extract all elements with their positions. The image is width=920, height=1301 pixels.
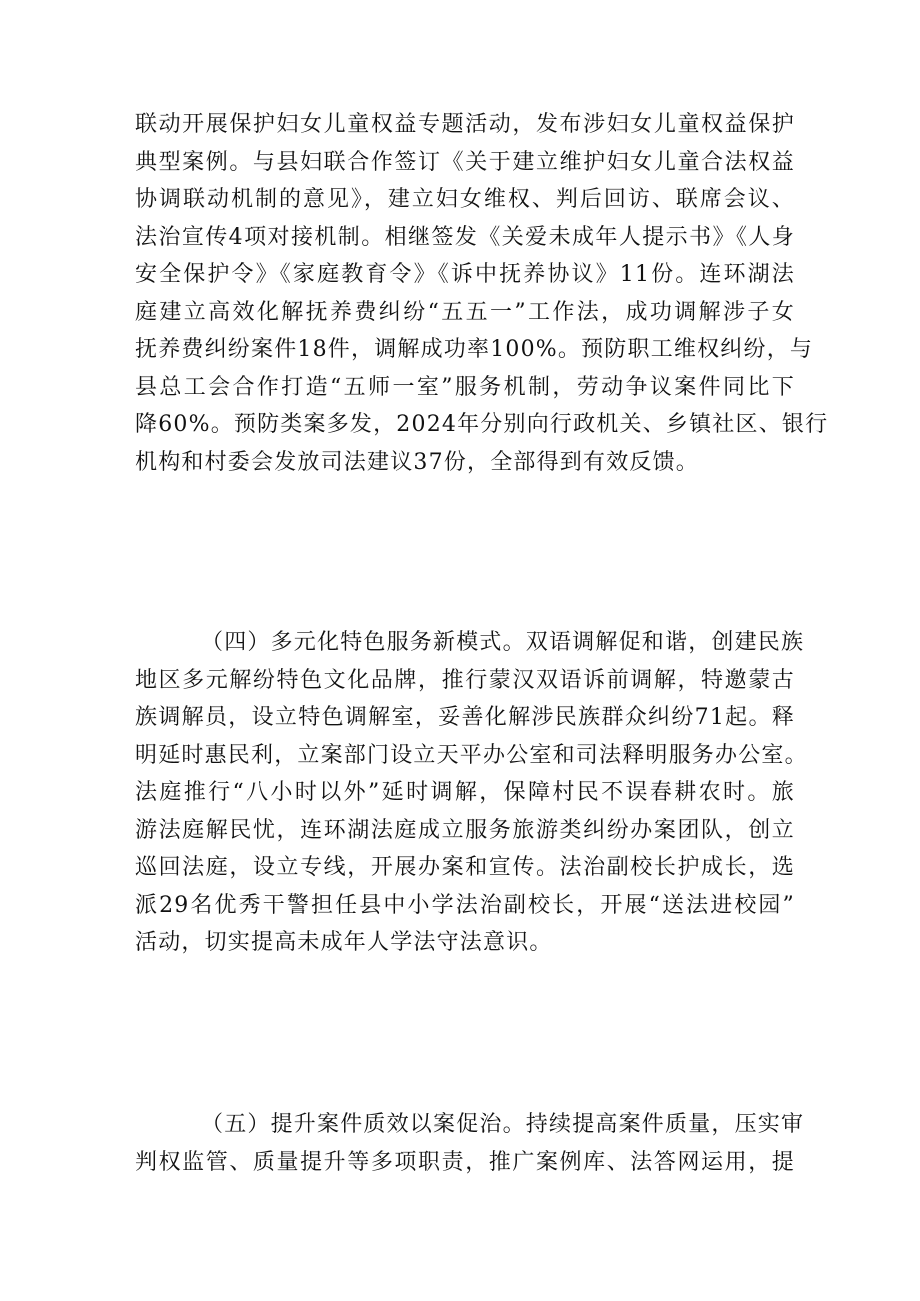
text-line: 游法庭解民忧，连环湖法庭成立服务旅游类纠纷办案团队，创立 bbox=[135, 817, 795, 843]
text-line: 法庭推行“八小时以外”延时调解，保障村民不误春耕农时。旅 bbox=[135, 780, 795, 805]
text-line: 地区多元解纷特色文化品牌，推行蒙汉双语诉前调解，特邀蒙古 bbox=[135, 667, 795, 693]
text-line: 县总工会合作打造“五师一室”服务机制，劳动争议案件同比下 bbox=[135, 374, 795, 400]
text-line: 降60%。预防类案多发，2024年分别向行政机关、乡镇社区、银行 bbox=[135, 412, 829, 437]
text-line: 判权监管、质量提升等多项职责，推广案例库、法答网运用，提 bbox=[135, 1149, 795, 1175]
paragraph-women-children-rights bbox=[135, 106, 829, 481]
text-line: 机构和村委会发放司法建议37份，全部得到有效反馈。 bbox=[135, 449, 699, 475]
text-line: 典型案例。与县妇联合作签订《关于建立维护妇女儿童合法权益 bbox=[135, 149, 795, 175]
text-line: 联动开展保护妇女儿童权益专题活动，发布涉妇女儿童权益保护 bbox=[135, 112, 795, 137]
text-line: 庭建立高效化解抚养费纠纷“五五一”工作法，成功调解涉子女 bbox=[135, 299, 795, 325]
text-line: 协调联动机制的意见》，建立妇女维权、判后回访、联席会议、 bbox=[135, 187, 795, 212]
text-line: 派29名优秀干警担任县中小学法治副校长，开展“送法进校园” bbox=[135, 892, 795, 918]
text-line: （五）提升案件质效以案促治。持续提高案件质量，压实审 bbox=[201, 1112, 805, 1137]
paragraph-diversified-services bbox=[135, 624, 808, 962]
text-line: 巡回法庭，设立专线，开展办案和宣传。法治副校长护成长，选 bbox=[135, 855, 795, 880]
paragraph-case-quality bbox=[135, 1106, 805, 1181]
text-line: （四）多元化特色服务新模式。双语调解促和谐，创建民族 bbox=[201, 630, 805, 655]
text-line: 族调解员，设立特色调解室，妥善化解涉民族群众纠纷71起。释 bbox=[135, 705, 795, 730]
text-line: 法治宣传4项对接机制。相继签发《关爱未成年人提示书》《人身 bbox=[135, 224, 795, 250]
text-line: 活动，切实提高未成年人学法守法意识。 bbox=[135, 930, 553, 955]
text-line: 明延时惠民利，立案部门设立天平办公室和司法释明服务办公室。 bbox=[135, 742, 808, 768]
text-line: 抚养费纠纷案件18件，调解成功率100%。预防职工维权纠纷，与 bbox=[135, 337, 814, 362]
text-line: 安全保护令》《家庭教育令》《诉中抚养协议》11份。连环湖法 bbox=[135, 262, 795, 287]
